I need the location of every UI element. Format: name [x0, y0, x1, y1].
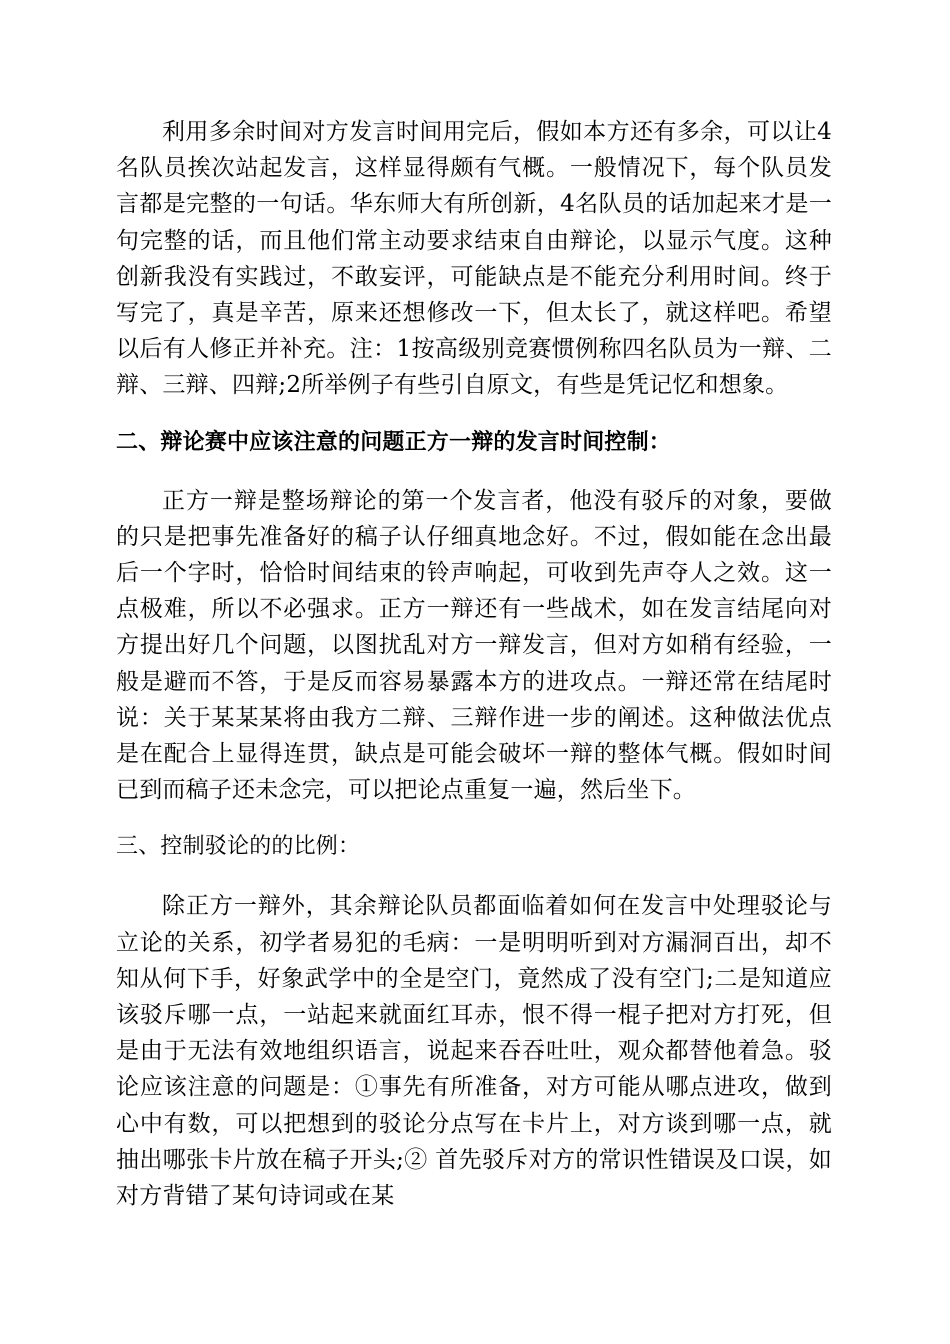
paragraph-spacer: [116, 461, 832, 483]
paragraph-first-speaker: 正方一辩是整场辩论的第一个发言者，他没有驳斥的对象，要做的只是把事先准备好的稿子认仔细真地念好。不过，假如能在念出最后一个字时，恰恰时间结束的铃声响起，可收到先声夺人之效。这一点极难，所以不必强求。正方一辩还有一些战术，如在发言结尾向对方提出好几个问题，以图扰乱对方一辩发言，但对方如稍有经验，一般是避而不答，于是反而容易暴露本方的进攻点。一辩还常在结尾时说：关于某某某将由我方二辩、三辩作进一步的阐述。这种做法优点是在配合上显得连贯，缺点是可能会破坏一辩的整体气概。假如时间已到而稿子还未念完，可以把论点重复一遍，然后坐下。: [116, 487, 832, 804]
paragraph-rebuttal: 除正方一辩外，其余辩论队员都面临着如何在发言中处理驳论与立论的关系，初学者易犯的毛病：一是明明听到对方漏洞百出，却不知从何下手，好象武学中的全是空门，竟然成了没有空门;二是知道应该驳斥哪一点，一站起来就面红耳赤，恨不得一棍子把对方打死，但是由于无法有效地组织语言，说起来吞吞吐吐，观众都替他着急。驳论应该注意的问题是：①事先有所准备，对方可能从哪点进攻，做到心中有数，可以把想到的驳论分点写在卡片上，对方谈到哪一点，就抽出哪张卡片放在稿子开头;② 首先驳斥对方的常识性错误及口误，如对方背错了某句诗词或在某: [116, 893, 832, 1210]
paragraph-spacer: [116, 808, 832, 829]
paragraph-spacer: [116, 404, 832, 425]
paragraph-spacer: [116, 865, 832, 888]
section-heading-two: 二、辩论赛中应该注意的问题正方一辩的发言时间控制：: [116, 429, 672, 455]
section-heading-three: 三、控制驳论的的比例：: [116, 834, 361, 860]
document-body: [116, 114, 832, 1214]
paragraph-spare-time: 利用多余时间对方发言时间用完后，假如本方还有多余，可以让4名队员挨次站起发言，这样显得颇有气概。一般情况下，每个队员发言都是完整的一句话。华东师大有所创新，4名队员的话加起来才是一句完整的话，而且他们常主动要求结束自由辩论，以显示气度。这种创新我没有实践过，不敢妄评，可能缺点是不能充分利用时间。终于写完了，真是辛苦，原来还想修改一下，但太长了，就这样吧。希望以后有人修正并补充。注：1按高级别竞赛惯例称四名队员为一辩、二辩、三辩、四辩;2所举例子有些引自原文，有些是凭记忆和想象。: [116, 119, 832, 399]
